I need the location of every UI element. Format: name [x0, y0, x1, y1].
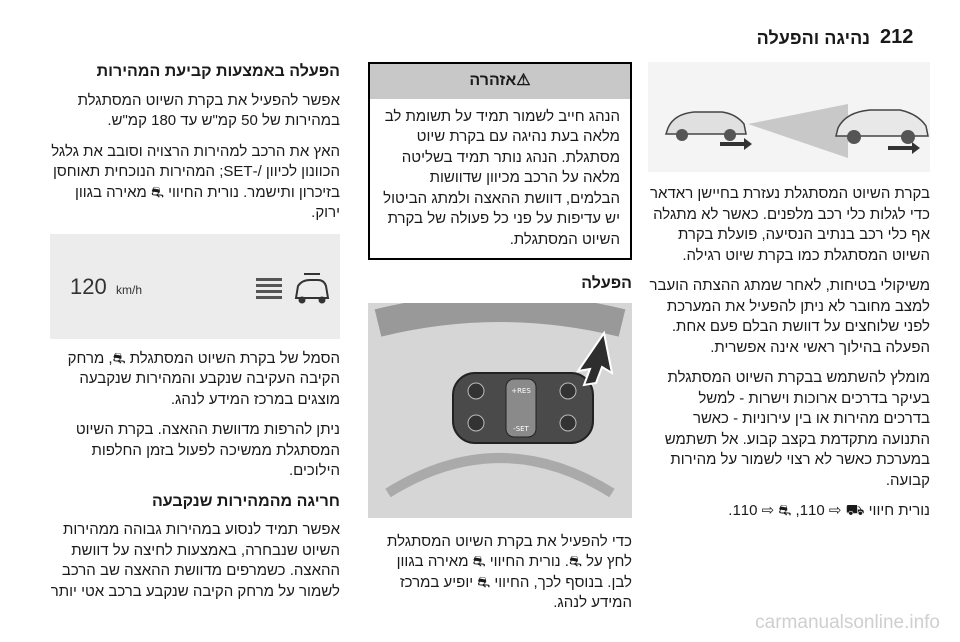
right-column — [648, 62, 930, 532]
steering-wheel-icon — [368, 303, 632, 518]
cluster-speed: 120 — [70, 273, 107, 299]
middle-column — [368, 62, 632, 624]
set-button-label: SET- — [513, 424, 529, 433]
cluster-unit: km/h — [116, 282, 143, 297]
override-heading: חריגה מהמהירות שנקבעה — [151, 492, 340, 510]
left-column — [50, 62, 340, 612]
right-paragraph-1: בקרת השיוט המסתגלת נעזרת בחיישן ראדאר כדי לגלות כלי רכב מלפנים. כאשר לא מתגלה אף כלי רכב בנתיב הנסיעה, פועלת בקרת השיוט המסתגלת כמו בקרת שיוט רגילה. — [650, 185, 930, 264]
steering-wheel-illustration — [368, 303, 632, 518]
left-paragraph-3: הסמל של בקרת השיוט המסתגלת ⛐, מרחק הקיבה העקיבה שנקבע והמהירות שנקבעה מוצגים במרכז המידע לנהג. — [67, 349, 340, 408]
override-paragraph: אפשר תמיד לנסוע במהירות גבוהה ממהירות השיוט שנבחרה, באמצעות לחיצה על דוושת ההאצה. כשמרפים מדוושת ההאצה שב הרכב לשמור על מרחק הקיבה שנקבע ברכב אטי יותר — [50, 521, 340, 600]
radar-illustration — [648, 62, 930, 172]
activation-heading: הפעלה באמצעות קביעת המהירות — [96, 63, 340, 80]
left-paragraph-2: האץ את הרכב למהירות הרצויה וסובב את גלגל הכוונון לכיוון /-SET; המהירות הנוכחית תאוחסן בזיכרון ותישמר. נורית החיווי ⛐ מאירה בגוון ירוק. — [51, 142, 340, 221]
right-paragraph-4: נורית חיווי ⛟ ⇨ 110, ⛐ ⇨ 110. — [728, 502, 930, 519]
left-paragraph-4: ניתן להרפות מדוושת ההאצה. בקרת השיוט המסתגלת ממשיכה לפעול בזמן החלפות הילוכים. — [75, 421, 340, 479]
page-header — [0, 0, 960, 50]
right-paragraph-2: משיקולי בטיחות, לאחר שמתג ההצתה הועבר למצב מחובר לא ניתן להפעיל את המערכת לפני שלוחצים על דוושת הבלם פעם אחת. הפעלה בהילוך ראשי אינה אפשרית. — [649, 277, 930, 356]
operation-heading: הפעלה — [581, 275, 632, 292]
cluster-display-icon — [50, 234, 340, 339]
warning-text: הנהג חייב לשמור תמיד על תשומת לב מלאה בעת נהיגה עם בקרת שיוט מסתגלת. הנהג נותר תמיד בשליטה מלאה על הרכב מכיוון שדוושות הבלמים, דוושת ההאצה ולמתג הביטול יש עדיפות על פני כל פעולה של בקרת השיוט המסתגלת. — [383, 107, 620, 248]
cluster-display — [50, 234, 340, 339]
operation-paragraph: כדי להפעיל את בקרת השיוט המסתגלת לחץ על ⛐. נורית החיווי ⛐ מאירה בגוון לבן. בנוסף לכך, החיווי ⛐ יופיע במרכז המידע לנהג. — [387, 532, 632, 611]
left-paragraph-1: אפשר להפעיל את בקרת השיוט המסתגלת במהירות של 50 קמ"ש עד 180 קמ"ש. — [77, 91, 340, 129]
watermark: carmanualsonline.info — [755, 612, 940, 633]
page-number: 212 — [880, 26, 914, 48]
section-title: נהיגה והפעלה — [756, 28, 870, 48]
warning-title: ⚠אזהרה — [370, 64, 630, 99]
right-paragraph-3: מומלץ להשתמש בבקרת השיוט המסתגלת בעיקר בדרכים ארוכות וישרות - למשל בדרכים מהירות או בין עירוניות - כאשר התנועה מתקדמת בקצב קבוע. אל תשתמש במערכת כאשר לא רצוי לשמור על מהירות קבועה. — [664, 369, 930, 489]
res-button-label: RES+ — [511, 386, 531, 395]
radar-car-icon — [648, 62, 930, 172]
warning-box — [368, 62, 632, 260]
